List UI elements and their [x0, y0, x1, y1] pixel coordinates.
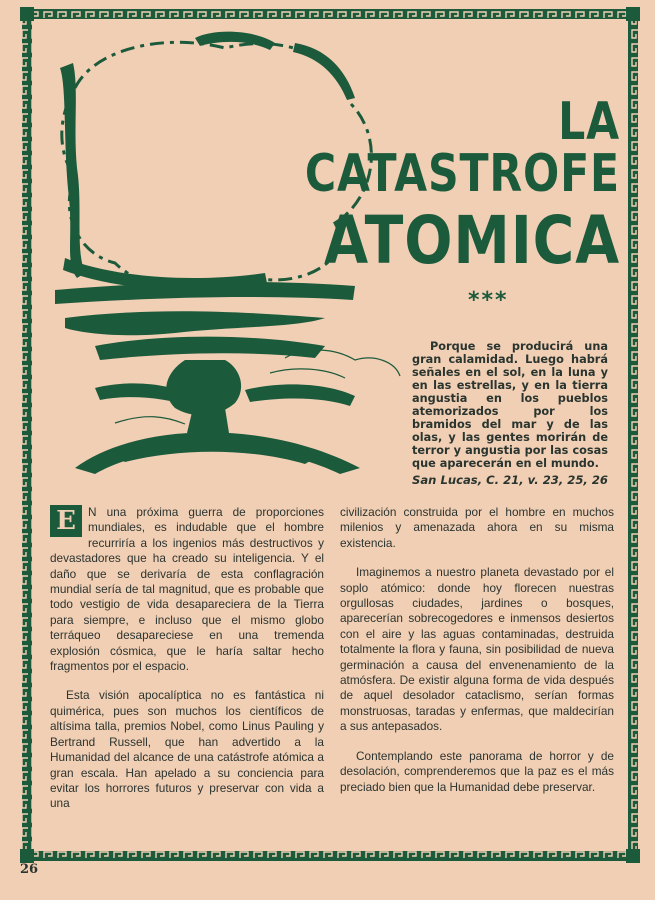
drop-cap: E [50, 505, 82, 537]
title-line-2: ATOMICA [324, 202, 620, 279]
paragraph-4: Contemplando este panorama de horror y de desolación, comprenderemos que la paz es el más preciado bien que la Humanidad debe preservar. [340, 748, 614, 794]
article-column-2 [340, 505, 614, 809]
paragraph-1-text: N una próxima guerra de proporciones mundiales, es indudable que el hombre recurriría a los ingenios más destructivos y devastadores que ha creado su inteligencia. Y el daño que se derivaría de esta conflagración mundial sería de tal magnitud, que es probable que todo vestigio de vida desapareciera de la Tierra para siempre, e incluso que el mismo globo terráqueo desapareciese en una tremenda explosión cósmica, que le haría saltar hecho fragmentos por el espacio. [50, 505, 324, 674]
page-number: 26 [20, 862, 39, 877]
ornament-asterisks: *** [468, 288, 509, 313]
article-column-1 [50, 505, 324, 826]
epigraph [412, 340, 608, 487]
epigraph-reference: San Lucas, C. 21, v. 23, 25, 26 [412, 473, 609, 487]
article-title [200, 92, 620, 279]
paragraph-2: Esta visión apocalíptica no es fantástica ni quimérica, pues son muchos los científicos de altísima talla, premios Nobel, como Linus Pauling y Bertrand Russell, que han advertido a la Humanidad del alcance de una catástrofe atómica a gran escala. Han apelado a su conciencia para evitar los horrores futuros y preservar con vida a una [50, 688, 324, 811]
title-line-1: LA CATASTROFE [304, 92, 620, 204]
paragraph-1 [50, 505, 324, 674]
epigraph-text: Porque se producirá una gran calamidad. Luego habrá señales en el sol, en la luna y en las estrellas, y en la tierra angustia en los pueblos atemorizados por los bramidos del mar y de las olas, y las gentes morirán de terror y angustia por las cosas que aparecerán en el mundo. [412, 340, 608, 470]
paragraph-2-continued: civilización construida por el hombre en muchos milenios y amenazada ahora en su misma existencia. [340, 505, 614, 550]
paragraph-3: Imaginemos a nuestro planeta devastado por el soplo atómico: donde hoy florecen nuestras orgullosas ciudades, jardines o bosques, aparecerían sobrecogedores e inmensos desiertos con el aire y las aguas contaminadas, destruida totalmente la flora y fauna, sin posibilidad de nueva germinación a causa del envenenamiento de la atmósfera. De existir alguna forma de vida después de aquel desolador cataclismo, serían formas monstruosas, taradas y enfermas, que maldecirían a sus antepasados. [340, 565, 614, 734]
